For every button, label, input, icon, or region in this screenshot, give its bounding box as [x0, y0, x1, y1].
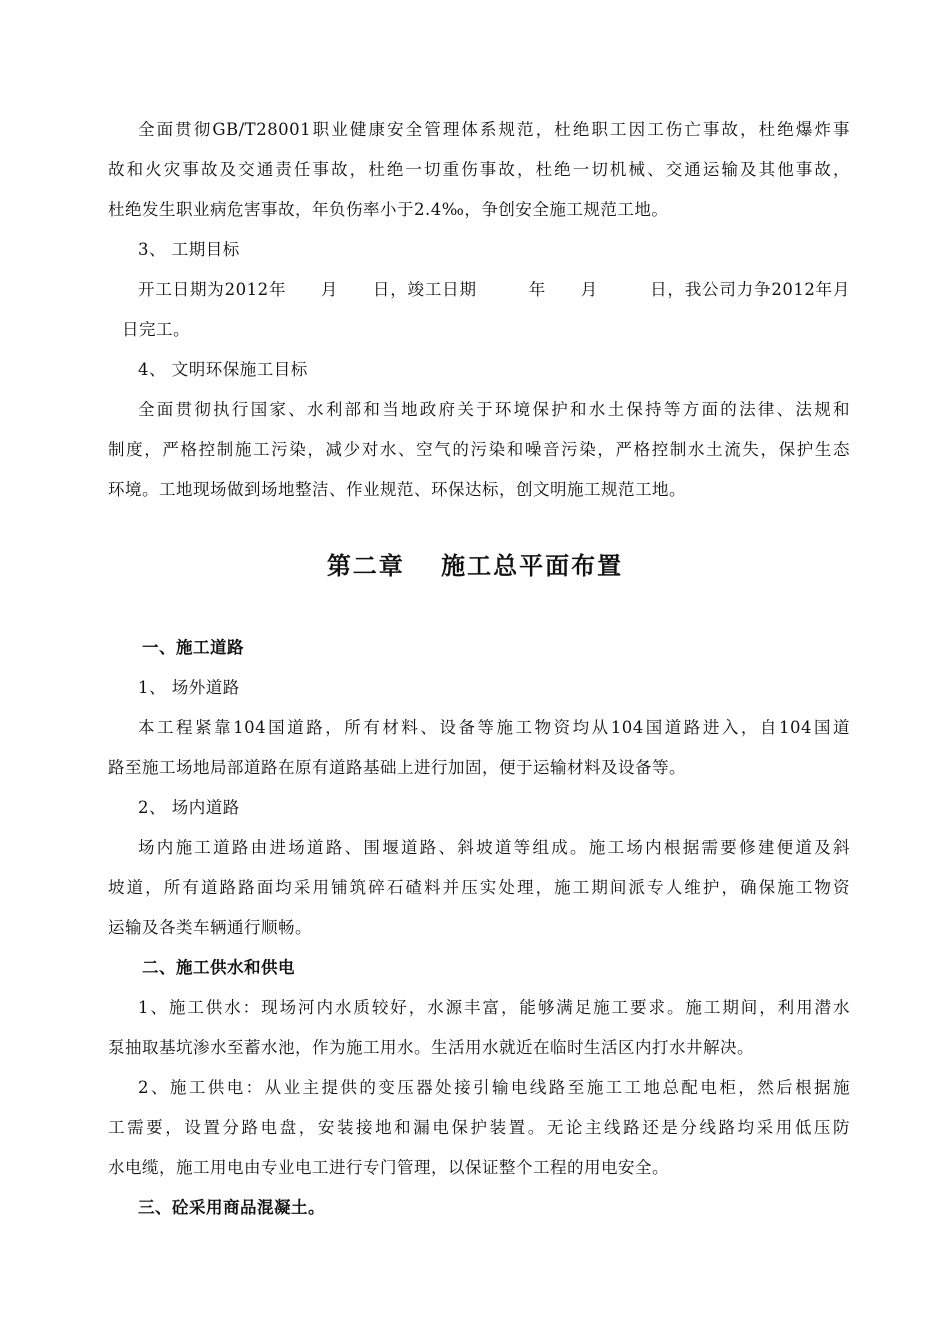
paragraph-line: 开工日期为2012年 月 日，竣工日期 年 月 日，我公司力争2012年月 — [138, 280, 850, 299]
paragraph-line: 水电缆，施工用电由专业电工进行专门管理，以保证整个工程的用电安全。 — [108, 1158, 669, 1177]
paragraph-line: 2、施工供电：从业主提供的变压器处接引输电线路至施工工地总配电柜，然后根据施 — [138, 1078, 850, 1097]
paragraph-line: 坡道，所有道路路面均采用铺筑碎石碴料并压实处理，施工期间派专人维护，确保施工物资 — [108, 878, 850, 897]
paragraph-line: 本工程紧靠104国道路，所有材料、设备等施工物资均从104国道路进入，自104国道 — [138, 718, 850, 737]
subheading-schedule: 3、 工期目标 — [138, 240, 240, 259]
paragraph-line: 路至施工场地局部道路在原有道路基础上进行加固，便于运输材料及设备等。 — [108, 758, 686, 777]
paragraph-line: 全面贯彻GB/T28001职业健康安全管理体系规范，杜绝职工因工伤亡事故，杜绝爆炸事 — [138, 120, 850, 139]
section-title-concrete: 三、砼采用商品混凝土。 — [138, 1198, 325, 1217]
paragraph-line: 制度，严格控制施工污染，减少对水、空气的污染和噪音污染，严格控制水土流失，保护生态 — [108, 440, 850, 459]
section-title-roads: 一、施工道路 — [142, 638, 244, 657]
section-title-water-power: 二、施工供水和供电 — [142, 958, 295, 977]
paragraph-line: 日完工。 — [122, 320, 190, 339]
chapter-title: 第二章 施工总平面布置 — [326, 551, 624, 580]
paragraph-line: 环境。工地现场做到场地整洁、作业规范、环保达标，创文明施工规范工地。 — [108, 480, 686, 499]
paragraph-line: 故和火灾事故及交通责任事故，杜绝一切重伤事故，杜绝一切机械、交通运输及其他事故， — [108, 160, 850, 179]
paragraph-line: 工需要，设置分路电盘，安装接地和漏电保护装置。无论主线路还是分线路均采用低压防 — [108, 1118, 850, 1137]
paragraph-line: 场内施工道路由进场道路、围堰道路、斜坡道等组成。施工场内根据需要修建便道及斜 — [138, 838, 850, 857]
subheading-environment: 4、 文明环保施工目标 — [138, 360, 308, 379]
paragraph-line: 全面贯彻执行国家、水利部和当地政府关于环境保护和水土保持等方面的法律、法规和 — [138, 400, 850, 419]
paragraph-line: 运输及各类车辆通行顺畅。 — [108, 918, 312, 937]
paragraph-line: 1、施工供水：现场河内水质较好，水源丰富，能够满足施工要求。施工期间，利用潜水 — [138, 998, 850, 1017]
subheading-outside-roads: 1、 场外道路 — [138, 678, 240, 697]
paragraph-line: 泵抽取基坑渗水至蓄水池，作为施工用水。生活用水就近在临时生活区内打水井解决。 — [108, 1038, 754, 1057]
subheading-inside-roads: 2、 场内道路 — [138, 798, 240, 817]
paragraph-line: 杜绝发生职业病危害事故，年负伤率小于2.4‰，争创安全施工规范工地。 — [108, 200, 669, 219]
